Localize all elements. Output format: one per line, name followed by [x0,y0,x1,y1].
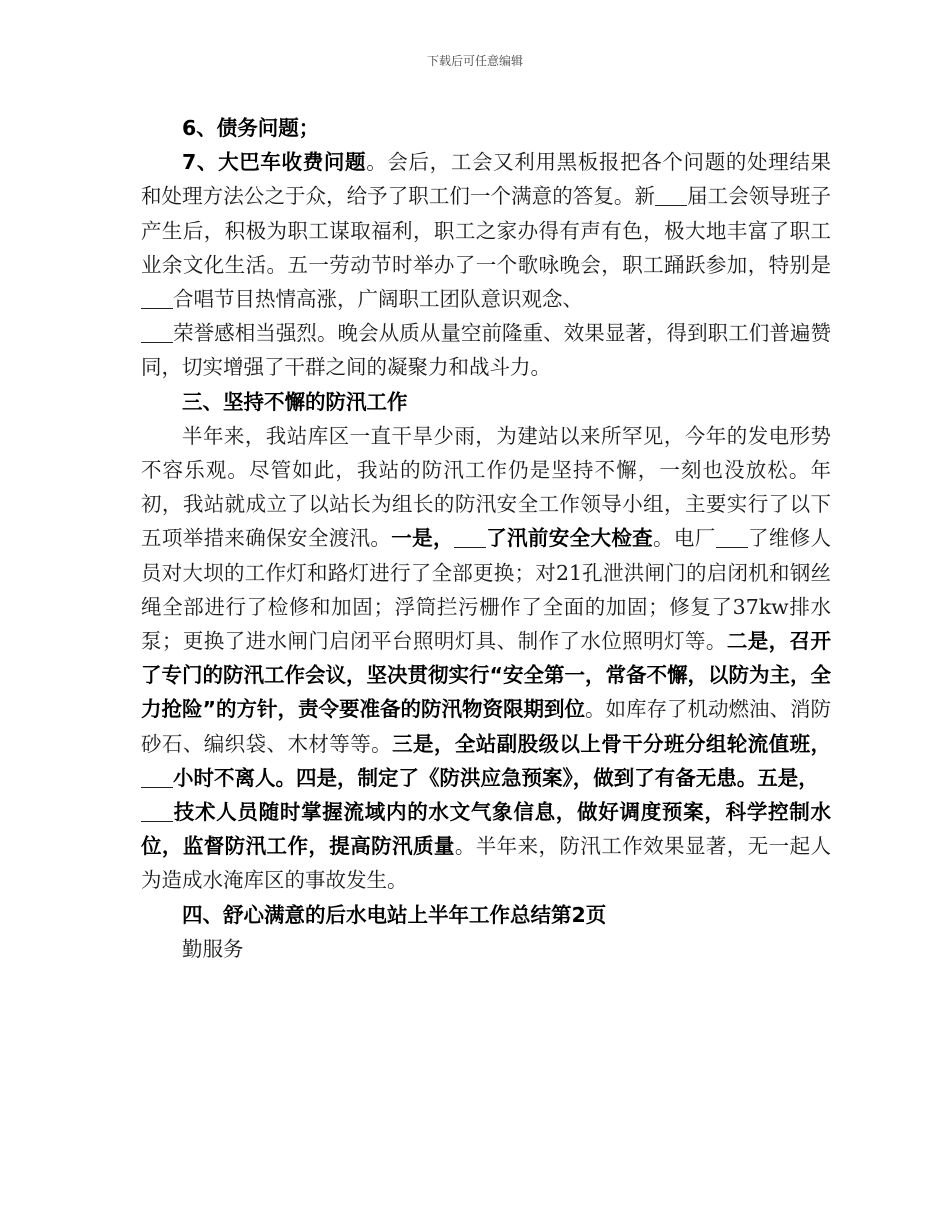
section-4-continuation [141,932,831,966]
section-4-heading [141,898,831,932]
page-header: 下载后可任意编辑 [426,54,523,68]
section-4-text: 勤服务 [182,936,244,961]
section-3-heading [141,385,831,419]
section-3-text-a: 半年来，我站库区一直干旱少雨，为建站以来所罕见，今年的发电形势不容乐观。尽管如此，我站的防汛工作仍是坚持不懈，一刻也没放松。年初，我站就成立了以站长为组长的防汛安全工作领导小组，主要实行了以下五项举措来确保安全渡汛。 [141,423,831,551]
section-3-text-g: 。半年来，防汛工作效果显著，无一起人为造成水淹库区的事故发生。 [141,834,831,893]
section-3-bold-b1: 一是， [391,526,454,551]
section-4-title: 四、舒心满意的后水电站上半年工作总结第2页 [182,902,607,927]
item-7-title: 7、大巴车收费问题 [182,150,367,175]
item-7-text-2: 届工会领导班子产生后，积极为职工谋取福利，职工之家办得有声有色，极大地丰富了职工业余文化生活。五一劳动节时举办了一个歌咏晚会，职工踊跃参加，特别是 [141,184,831,277]
section-3-text-c1: 。电厂 [653,526,716,551]
section-3-paragraph [141,419,831,898]
section-3-bold-f2: 小时不离人。四是，制定了《防洪应急预案》，做到了有备无患。五是， [173,765,819,790]
section-3-bold-f1: 三是，全站副股级以上骨干分班分组轮流值班， [392,731,831,756]
item-7-text-4: 荣誉感相当强烈。晚会从质从量空前隆重、效果显著，得到职工们普遍赞同，切实增强了干群之间的凝聚力和战斗力。 [141,321,831,380]
blank-underline [141,288,173,310]
section-3-bold-d: 二是，召开了专门的防汛工作会议，坚决贯彻实行“安全第一，常备不懈，以防为主，全力抢险”的方针，责令要准备的防汛物资限期到位 [141,629,831,722]
blank-underline [141,766,173,788]
item-7-text-1: 。会后，工会又利用黑板报把各个问题的处理结果和处理方法公之于众，给予了职工们一个满意的答复。新 [141,150,832,209]
blank-underline [141,322,173,344]
section-3-text-e: 。如库存了机动燃油、消防砂石、编织袋、木材等等。 [141,697,831,756]
section-3-bold-b2: 了汛前安全大检查 [485,526,654,551]
blank-underline [141,801,173,823]
item-7-text-3: 合唱节目热情高涨，广阔职工团队意识观念、 [173,287,583,312]
section-3-text-c2: 了维修人员对大坝的工作灯和路灯进行了全部更换；对21孔泄洪闸门的启闭机和钢丝绳全部进行了检修和加固；浮筒拦污栅作了全面的加固；修复了37kw排水泵；更换了进水闸门启闭平台照明灯具、制作了水位照明灯等。 [141,526,832,654]
section-3-bold-f3: 技术人员随时掌握流域内的水文气象信息，做好调度预案，科学控制水位，监督防汛工作，提高防汛质量 [141,800,831,859]
item-6 [141,111,831,145]
blank-underline [655,185,687,207]
blank-underline [716,527,748,549]
section-3-title: 三、坚持不懈的防汛工作 [182,389,408,414]
item-6-text: 6、债务问题； [182,116,320,140]
blank-underline [454,527,486,549]
item-7-paragraph [141,145,831,384]
document-body [141,111,831,966]
